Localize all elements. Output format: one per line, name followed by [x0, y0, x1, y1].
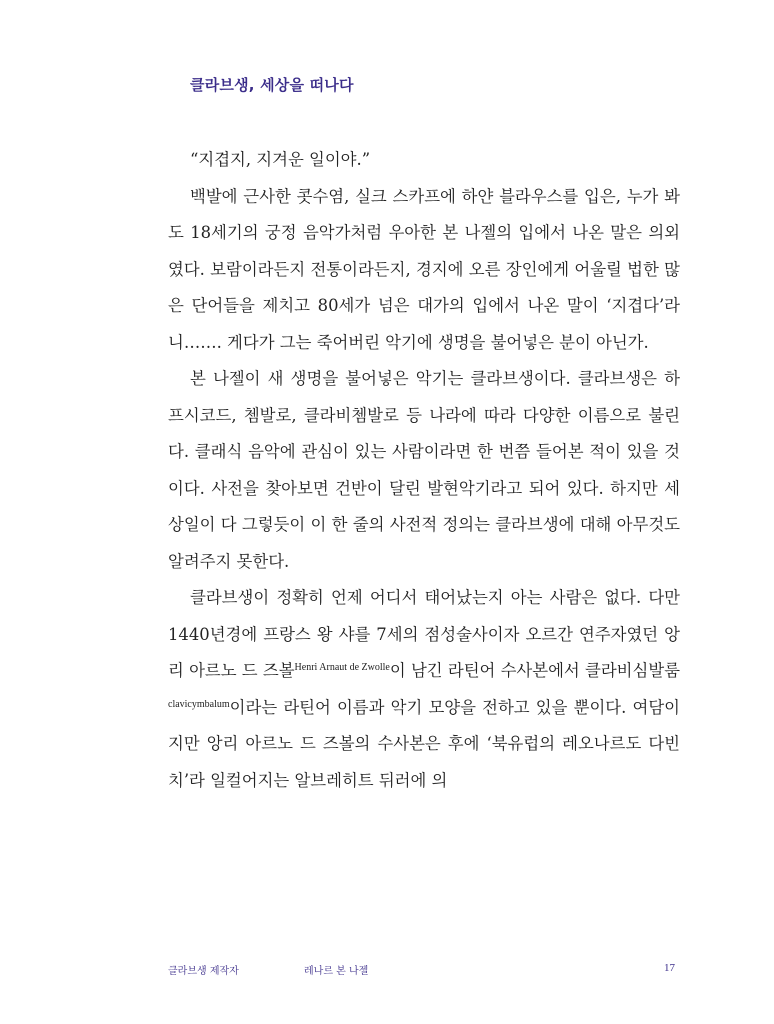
paragraph-2: 본 나젤이 새 생명을 불어넣은 악기는 클라브생이다. 클라브생은 하프시코드, 쳄발로, 클라비쳄발로 등 나라에 따라 다양한 이름으로 불린다. 클래식 음악에 관심이 있는 사람이라면 한 번쯤 들어본 적이 있을 것이다. 사전을 찾아보면 건반이 달린 발현악기라고 되어 있다. 하지만 세상일이 다 그렇듯이 이 한 줄의 사전적 정의는 클라브생에 대해 아무것도 알려주지 못한다. — [168, 369, 680, 571]
paragraph-3-text-a: 클라브생이 정확히 언제 어디서 태어났는지 아는 사람은 없다. 다만 1440년경에 프랑스 왕 샤를 7세의 점성술사이자 오르간 연주자였던 앙리 아르노 드 즈볼 — [168, 588, 680, 680]
footer-book-title: 클라브생 제작자 — [168, 966, 239, 977]
paragraph-3-text-c: 이라는 라틴어 이름과 악기 모양을 전하고 있을 뿐이다. 여담이지만 앙리 아르노 드 즈볼의 수사본은 후에 ‘북유럽의 레오나르도 다빈치’라 일컬어지는 알브레히트 뒤러에 의 — [168, 697, 680, 790]
superscript-clavicymbalum: clavicymbalum — [168, 698, 230, 710]
paragraph-quote: “지겹지, 지겨운 일이야.” — [190, 150, 371, 169]
page-number: 17 — [664, 962, 675, 974]
superscript-henri-arnaut: Henri Arnaut de Zwolle — [294, 662, 390, 673]
footer-person: 레나르 본 나젤 — [304, 966, 369, 977]
body-text — [168, 142, 680, 799]
section-heading: 클라브생, 세상을 떠나다 — [190, 76, 354, 94]
paragraph-3 — [168, 580, 680, 799]
paragraph-3-text-b: 이 남긴 라틴어 수사본에서 클라비심발룸 — [389, 661, 681, 680]
paragraph-1: 백발에 근사한 콧수염, 실크 스카프에 하얀 블라우스를 입은, 누가 봐도 18세기의 궁정 음악가처럼 우아한 본 나젤의 입에서 나온 말은 의외였다. 보람이라든지 전통이라든지, 경지에 오른 장인에게 어울릴 법한 많은 단어들을 제치고 80세가 넘은 대가의 입에서 나온 말이 ‘지겹다’라니……. 게다가 그는 죽어버린 악기에 생명을 불어넣은 분이 아닌가. — [168, 186, 680, 352]
